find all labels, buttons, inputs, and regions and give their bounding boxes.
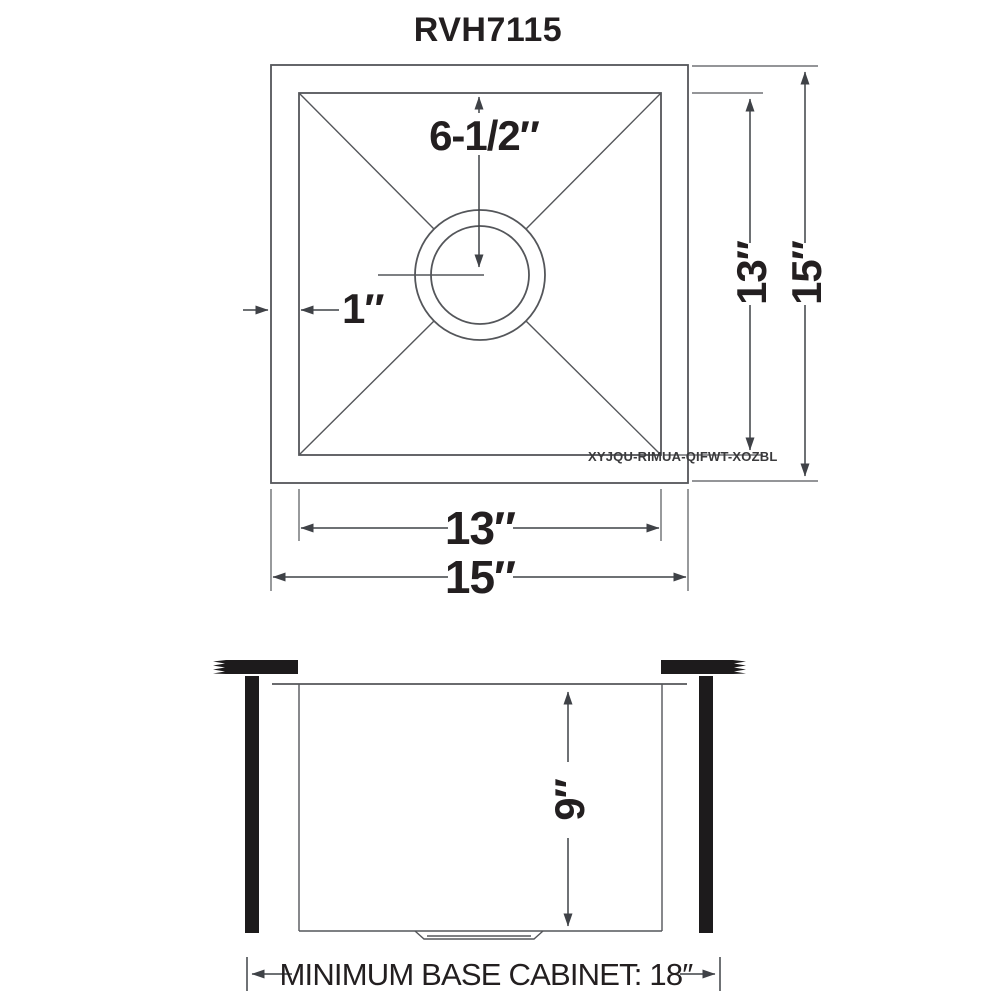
- dim-inner-height: [663, 93, 775, 455]
- cabinet-wall-left: [245, 676, 259, 933]
- dim-inner-width-label: 13″: [444, 502, 516, 554]
- dim-rim-width: [243, 285, 384, 332]
- watermark-text: XYJQU-RIMUA-QIFWT-XOZBL: [588, 449, 778, 464]
- bowl-diagonal-tr: [526, 93, 661, 229]
- dim-drain-offset: [429, 97, 540, 267]
- dim-drain-offset-label: 6-1/2″: [429, 112, 539, 159]
- countertop-right: [661, 660, 746, 674]
- dim-base-cabinet: [247, 957, 720, 992]
- dim-inner-height-label: 13″: [728, 241, 775, 305]
- drain-bump: [415, 931, 543, 939]
- countertop-left: [213, 660, 298, 674]
- bowl-diagonal-br: [526, 321, 661, 455]
- base-cabinet-label: MINIMUM BASE CABINET: 18″: [279, 957, 693, 992]
- bowl-diagonal-bl: [299, 321, 434, 455]
- dim-depth-label: 9″: [546, 779, 593, 821]
- top-view: [243, 65, 830, 603]
- model-title: RVH7115: [413, 11, 563, 49]
- dim-rim-width-label: 1″: [342, 285, 384, 332]
- dim-outer-width-label: 15″: [444, 551, 516, 603]
- cabinet-wall-right: [699, 676, 713, 933]
- dim-inner-width: [299, 489, 661, 554]
- dim-outer-height-label: 15″: [783, 241, 830, 305]
- bowl-diagonal-tl: [299, 93, 434, 229]
- dim-depth: [546, 692, 593, 926]
- section-view: [213, 660, 746, 992]
